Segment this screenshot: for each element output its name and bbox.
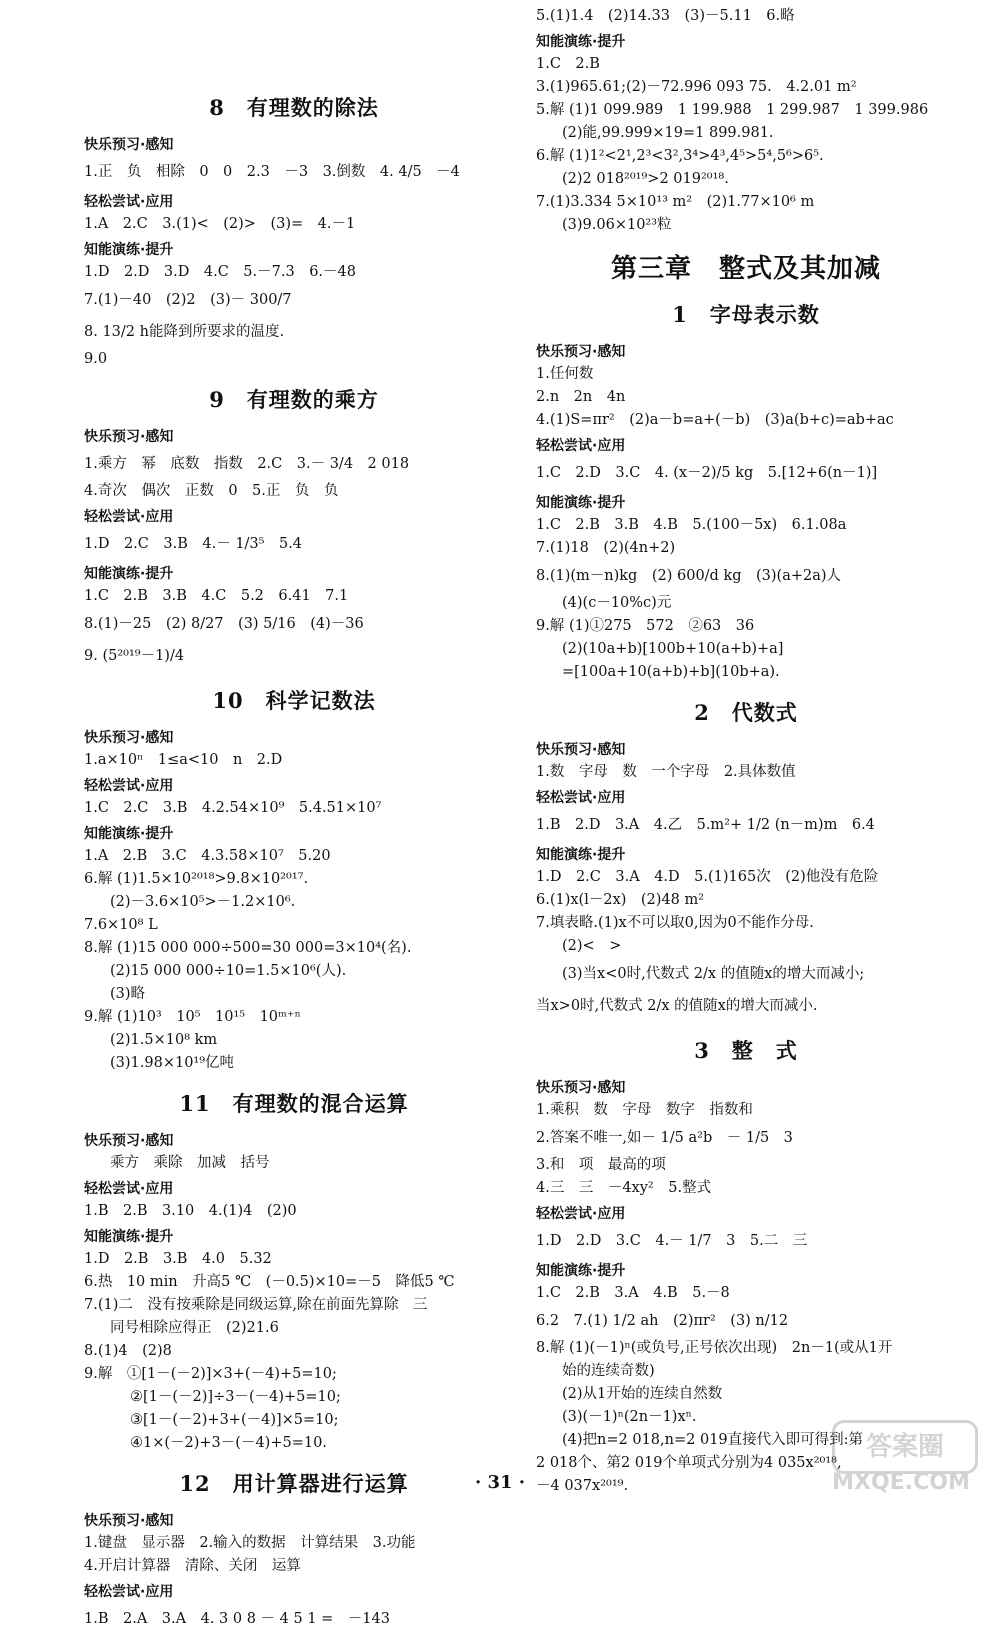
answer-line: 4.(1)S=πr² (2)a－b=a+(－b) (3)a(b+c)=ab+ac [536, 412, 894, 428]
answer-line: 4.奇次 偶次 正数 0 5.正 负 负 [84, 483, 339, 499]
subheading: 知能演练·提升 [536, 495, 626, 511]
subheading: 知能演练·提升 [84, 1229, 174, 1245]
answer-line: 1.A 2.B 3.C 4.3.58×10⁷ 5.20 [84, 848, 331, 864]
answer-line: 同号相除应得正 (2)21.6 [110, 1320, 279, 1336]
answer-line: 9.解 ①[1－(－2)]×3+(－4)+5=10; [84, 1366, 337, 1382]
watermark-url: MXQE.COM [832, 1470, 970, 1495]
left-column [84, 78, 504, 1636]
answer-line: 1.C 2.B [536, 56, 600, 72]
answer-line: (2)能,99.999×19=1 899.981. [562, 125, 774, 141]
answer-line: 9.解 (1)①275 572 ②63 36 [536, 618, 755, 634]
page-number: · 31 · [474, 1472, 526, 1493]
answer-line: 当x>0时,代数式 2/x 的值随x的增大而减小. [536, 998, 818, 1014]
section-title: 10 科学记数法 [212, 688, 376, 713]
answer-line: ③[1－(－2)+3+(－4)]×5=10; [130, 1412, 339, 1428]
answer-line: (2)1.5×10⁸ km [110, 1032, 218, 1048]
answer-line: 1.乘方 幂 底数 指数 2.C 3.－ 3/4 2 018 [84, 456, 410, 472]
answer-line: 1.乘积 数 字母 数字 指数和 [536, 1102, 753, 1118]
answer-line: (3)1.98×10¹⁹亿吨 [110, 1055, 235, 1071]
subheading: 轻松尝试·应用 [536, 1206, 626, 1222]
answer-line: 2 018个、第2 019个单项式分别为4 035x²⁰¹⁸, [536, 1455, 842, 1471]
answer-line: (3)略 [110, 986, 146, 1002]
answer-line: (2)15 000 000÷10=1.5×10⁶(人). [110, 963, 347, 979]
section-title: 12 用计算器进行运算 [179, 1471, 409, 1496]
answer-line: 8. 13/2 h能降到所要求的温度. [84, 324, 285, 340]
subheading: 轻松尝试·应用 [84, 1181, 174, 1197]
answer-line: (4)(c－10%c)元 [562, 595, 672, 611]
subheading: 轻松尝试·应用 [84, 778, 174, 794]
answer-line: (2)< > [562, 938, 622, 954]
chapter-title: 第三章 整式及其加减 [610, 254, 881, 284]
answer-line: 2.答案不唯一,如－ 1/5 a²b － 1/5 3 [536, 1130, 793, 1146]
subheading: 知能演练·提升 [536, 34, 626, 50]
subheading: 快乐预习·感知 [84, 730, 174, 746]
answer-line: 1.D 2.C 3.B 4.－ 1/3⁵ 5.4 [84, 536, 303, 552]
section-title: 8 有理数的除法 [209, 95, 379, 120]
answer-line: 6.2 7.(1) 1/2 ah (2)πr² (3) n/12 [536, 1313, 789, 1329]
answer-line: 5.(1)1.4 (2)14.33 (3)－5.11 6.略 [536, 8, 795, 24]
answer-line: 5.解 (1)1 099.989 1 199.988 1 299.987 1 399.986 [536, 102, 929, 118]
subheading: 轻松尝试·应用 [84, 509, 174, 525]
subheading: 快乐预习·感知 [84, 429, 174, 445]
answer-line: (2)(10a+b)[100b+10(a+b)+a] [562, 641, 784, 657]
answer-line: 1.正 负 相除 0 0 2.3 －3 3.倒数 4. 4/5 －4 [84, 164, 460, 180]
subheading: 轻松尝试·应用 [536, 438, 626, 454]
answer-line: 6.解 (1)1.5×10²⁰¹⁸>9.8×10²⁰¹⁷. [84, 871, 309, 887]
answer-line: 8.解 (1)(－1)ⁿ(或负号,正号依次出现) 2n－1(或从1开 [536, 1340, 893, 1356]
answer-line: 9.解 (1)10³ 10⁵ 10¹⁵ 10ᵐ⁺ⁿ [84, 1009, 301, 1025]
answer-line: 4.三 三 －4xy² 5.整式 [536, 1180, 712, 1196]
subheading: 快乐预习·感知 [84, 1513, 174, 1529]
answer-line: =[100a+10(a+b)+b](10b+a). [562, 664, 780, 680]
watermark [812, 1420, 990, 1500]
answer-line: 2.n 2n 4n [536, 389, 626, 405]
subheading: 知能演练·提升 [84, 566, 174, 582]
subheading: 快乐预习·感知 [536, 742, 626, 758]
answer-line: 1.B 2.A 3.A 4. 3 0 8 － 4 5 1 = －143 [84, 1611, 390, 1627]
answer-line: －4 037x²⁰¹⁹. [536, 1478, 629, 1494]
subheading: 知能演练·提升 [84, 826, 174, 842]
answer-line: (3)(－1)ⁿ(2n－1)xⁿ. [562, 1409, 697, 1425]
answer-line: 7.(1)二 没有按乘除是同级运算,除在前面先算除 三 [84, 1297, 428, 1313]
section-title: 3 整 式 [694, 1038, 798, 1063]
answer-line: 7.6×10⁸ L [84, 917, 158, 933]
answer-line: 8.解 (1)15 000 000÷500=30 000=3×10⁴(名). [84, 940, 412, 956]
answer-line: (2)－3.6×10⁵>－1.2×10⁶. [110, 894, 296, 910]
answer-line: (2)从1开始的连续自然数 [562, 1386, 723, 1402]
section-title: 11 有理数的混合运算 [179, 1091, 409, 1116]
answer-line: 1.C 2.B 3.B 4.B 5.(100－5x) 6.1.08a [536, 517, 847, 533]
answer-line: 8.(1)－25 (2) 8/27 (3) 5/16 (4)－36 [84, 616, 364, 632]
answer-line: 7.(1)3.334 5×10¹³ m² (2)1.77×10⁶ m [536, 194, 815, 210]
answer-line: 1.键盘 显示器 2.输入的数据 计算结果 3.功能 [84, 1535, 416, 1551]
section-title: 2 代数式 [694, 700, 798, 725]
answer-line: 4.开启计算器 清除、关闭 运算 [84, 1558, 301, 1574]
answer-line: 7.填表略.(1)x不可以取0,因为0不能作分母. [536, 915, 814, 931]
answer-line: (3)9.06×10²³粒 [562, 217, 672, 233]
answer-line: ②[1－(－2)]÷3－(－4)+5=10; [130, 1389, 341, 1405]
answer-line: 6.热 10 min 升高5 ℃ (－0.5)×10=－5 降低5 ℃ [84, 1274, 455, 1290]
subheading: 知能演练·提升 [536, 1263, 626, 1279]
answer-line: 8.(1)4 (2)8 [84, 1343, 172, 1359]
section-title: 1 字母表示数 [672, 302, 820, 327]
subheading: 知能演练·提升 [536, 847, 626, 863]
subheading: 快乐预习·感知 [84, 1133, 174, 1149]
answer-line: 始的连续奇数) [562, 1363, 655, 1379]
watermark-logo: 答案圈 [832, 1420, 978, 1474]
subheading: 知能演练·提升 [84, 242, 174, 258]
answer-line: 1.D 2.B 3.B 4.0 5.32 [84, 1251, 272, 1267]
answer-line: 1.C 2.B 3.A 4.B 5.－8 [536, 1285, 730, 1301]
answer-line: 7.(1)－40 (2)2 (3)－ 300/7 [84, 292, 292, 308]
subheading: 轻松尝试·应用 [536, 790, 626, 806]
answer-line: 6.(1)x(l－2x) (2)48 m² [536, 892, 705, 908]
answer-line: 1.a×10ⁿ 1≤a<10 n 2.D [84, 752, 283, 768]
answer-line: 1.D 2.D 3.C 4.－ 1/7 3 5.二 三 [536, 1233, 808, 1249]
answer-line: 7.(1)18 (2)(4n+2) [536, 540, 676, 556]
answer-line: 1.数 字母 数 一个字母 2.具体数值 [536, 764, 796, 780]
subheading: 轻松尝试·应用 [84, 1584, 174, 1600]
answer-line: 9. (5²⁰¹⁹－1)/4 [84, 648, 185, 664]
subheading: 轻松尝试·应用 [84, 194, 174, 210]
answer-line: 1.B 2.B 3.10 4.(1)4 (2)0 [84, 1203, 297, 1219]
answer-line: 1.C 2.B 3.B 4.C 5.2 6.41 7.1 [84, 588, 349, 604]
subheading: 快乐预习·感知 [84, 137, 174, 153]
answer-line: 9.0 [84, 351, 108, 367]
answer-line: (2)2 018²⁰¹⁹>2 019²⁰¹⁸. [562, 171, 729, 187]
answer-line: ④1×(－2)+3－(－4)+5=10. [130, 1435, 327, 1451]
right-column [536, 6, 956, 1499]
answer-line: 1.A 2.C 3.(1)< (2)> (3)= 4.－1 [84, 216, 356, 232]
answer-line: 1.任何数 [536, 366, 594, 382]
subheading: 快乐预习·感知 [536, 344, 626, 360]
answer-line: 3.(1)965.61;(2)－72.996 093 75. 4.2.01 m² [536, 79, 857, 95]
answer-line: 1.B 2.D 3.A 4.乙 5.m²+ 1/2 (n－m)m 6.4 [536, 817, 875, 833]
section-title: 9 有理数的乘方 [209, 387, 379, 412]
subheading: 快乐预习·感知 [536, 1080, 626, 1096]
answer-line: 1.C 2.C 3.B 4.2.54×10⁹ 5.4.51×10⁷ [84, 800, 382, 816]
answer-line: 1.D 2.C 3.A 4.D 5.(1)165次 (2)他没有危险 [536, 869, 879, 885]
answer-line: 1.C 2.D 3.C 4. (x－2)/5 kg 5.[12+6(n－1)] [536, 465, 878, 481]
answer-line: 8.(1)(m－n)kg (2) 600/d kg (3)(a+2a)人 [536, 568, 842, 584]
answer-line: (3)当x<0时,代数式 2/x 的值随x的增大而减小; [562, 966, 865, 982]
answer-line: 3.和 项 最高的项 [536, 1157, 666, 1173]
answer-line: 1.D 2.D 3.D 4.C 5.－7.3 6.－48 [84, 264, 356, 280]
answer-line: (4)把n=2 018,n=2 019直接代入即可得到:第 [562, 1432, 864, 1448]
answer-line: 乘方 乘除 加减 括号 [110, 1155, 270, 1171]
answer-line: 6.解 (1)1²<2¹,2³<3²,3⁴>4³,4⁵>5⁴,5⁶>6⁵. [536, 148, 824, 164]
